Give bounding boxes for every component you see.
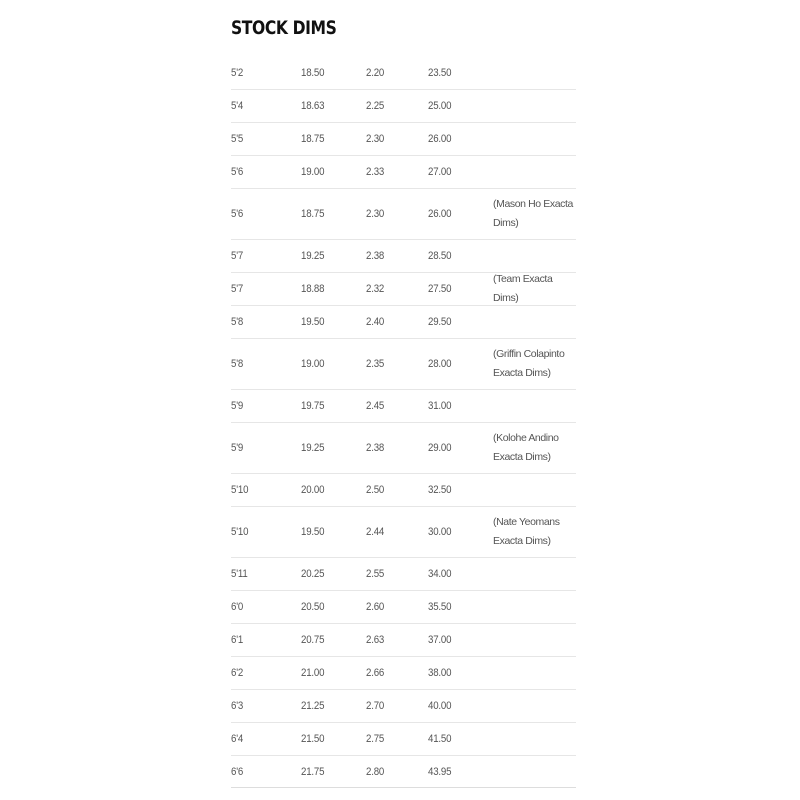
width-cell: 21.75	[301, 765, 325, 778]
volume-cell: 43.95	[428, 765, 452, 778]
volume-cell: 27.00	[428, 166, 452, 178]
table-row	[231, 90, 576, 123]
table-row	[231, 723, 576, 756]
length-cell: 5'11	[231, 568, 248, 580]
table-row	[231, 390, 576, 423]
thickness-cell: 2.60	[366, 601, 385, 613]
volume-cell: 23.50	[428, 67, 452, 79]
width-cell: 19.00	[301, 358, 325, 370]
length-cell: 6'0	[231, 601, 244, 613]
table-row	[231, 657, 576, 690]
thickness-cell: 2.50	[366, 484, 385, 496]
note-cell: (Kolohe Andino Exacta Dims)	[493, 432, 559, 463]
volume-cell: 40.00	[428, 700, 452, 712]
note-cell: (Mason Ho Exacta Dims)	[493, 198, 573, 229]
length-cell: 5'8	[231, 316, 244, 328]
dims-table	[231, 57, 576, 788]
table-row	[231, 624, 576, 657]
table-row	[231, 474, 576, 507]
volume-cell: 29.50	[428, 316, 452, 328]
volume-cell: 30.00	[428, 526, 452, 538]
thickness-cell: 2.80	[366, 765, 385, 778]
thickness-cell: 2.25	[366, 100, 385, 112]
volume-cell: 37.00	[428, 634, 452, 646]
thickness-cell: 2.32	[366, 283, 385, 295]
table-row	[231, 189, 576, 240]
width-cell: 19.75	[301, 400, 325, 412]
volume-cell: 29.00	[428, 442, 452, 454]
volume-cell: 27.50	[428, 283, 452, 295]
table-row	[231, 156, 576, 189]
thickness-cell: 2.45	[366, 400, 385, 412]
volume-cell: 25.00	[428, 100, 452, 112]
table-row	[231, 423, 576, 474]
length-cell: 5'7	[231, 250, 244, 262]
width-cell: 18.63	[301, 100, 325, 112]
length-cell: 5'7	[231, 283, 244, 295]
length-cell: 6'3	[231, 700, 244, 712]
length-cell: 6'2	[231, 667, 244, 679]
note-cell: (Team Exacta Dims)	[493, 273, 553, 304]
thickness-cell: 2.75	[366, 733, 385, 745]
width-cell: 19.50	[301, 316, 325, 328]
volume-cell: 26.00	[428, 133, 452, 145]
width-cell: 20.75	[301, 634, 325, 646]
length-cell: 5'10	[231, 526, 249, 538]
thickness-cell: 2.63	[366, 634, 385, 646]
width-cell: 20.25	[301, 568, 325, 580]
width-cell: 18.50	[301, 67, 325, 79]
volume-cell: 31.00	[428, 400, 452, 412]
thickness-cell: 2.30	[366, 133, 385, 145]
length-cell: 6'4	[231, 733, 244, 745]
length-cell: 6'6	[231, 765, 244, 778]
volume-cell: 28.00	[428, 358, 452, 370]
thickness-cell: 2.55	[366, 568, 385, 580]
width-cell: 19.50	[301, 526, 325, 538]
table-row	[231, 591, 576, 624]
length-cell: 5'6	[231, 208, 244, 220]
table-row	[231, 273, 576, 306]
thickness-cell: 2.66	[366, 667, 385, 679]
width-cell: 18.88	[301, 283, 325, 295]
thickness-cell: 2.20	[366, 67, 385, 79]
table-row	[231, 558, 576, 591]
volume-cell: 41.50	[428, 733, 452, 745]
thickness-cell: 2.33	[366, 166, 385, 178]
width-cell: 18.75	[301, 133, 325, 145]
table-row	[231, 690, 576, 723]
table-row	[231, 756, 576, 788]
length-cell: 5'9	[231, 400, 244, 412]
table-row	[231, 123, 576, 156]
width-cell: 19.25	[301, 250, 325, 262]
width-cell: 18.75	[301, 208, 325, 220]
table-row	[231, 306, 576, 339]
note-cell: (Nate Yeomans Exacta Dims)	[493, 516, 560, 547]
table-row	[231, 507, 576, 558]
width-cell: 19.00	[301, 166, 325, 178]
table-row	[231, 240, 576, 273]
width-cell: 21.50	[301, 733, 325, 745]
length-cell: 6'1	[231, 634, 244, 646]
volume-cell: 32.50	[428, 484, 452, 496]
thickness-cell: 2.70	[366, 700, 385, 712]
length-cell: 5'10	[231, 484, 249, 496]
volume-cell: 38.00	[428, 667, 452, 679]
length-cell: 5'6	[231, 166, 244, 178]
thickness-cell: 2.38	[366, 250, 385, 262]
thickness-cell: 2.40	[366, 316, 385, 328]
thickness-cell: 2.38	[366, 442, 385, 454]
length-cell: 5'9	[231, 442, 244, 454]
table-row	[231, 339, 576, 390]
volume-cell: 26.00	[428, 208, 452, 220]
width-cell: 21.25	[301, 700, 325, 712]
width-cell: 20.00	[301, 484, 325, 496]
stock-dims-section	[231, 14, 576, 788]
volume-cell: 35.50	[428, 601, 452, 613]
length-cell: 5'2	[231, 67, 244, 79]
length-cell: 5'5	[231, 133, 244, 145]
volume-cell: 28.50	[428, 250, 452, 262]
width-cell: 20.50	[301, 601, 325, 613]
table-row	[231, 57, 576, 90]
thickness-cell: 2.30	[366, 208, 385, 220]
width-cell: 21.00	[301, 667, 325, 679]
thickness-cell: 2.35	[366, 358, 385, 370]
page-title: STOCK DIMS	[231, 17, 337, 39]
length-cell: 5'4	[231, 100, 244, 112]
length-cell: 5'8	[231, 358, 244, 370]
note-cell: (Griffin Colapinto Exacta Dims)	[493, 348, 565, 379]
volume-cell: 34.00	[428, 568, 452, 580]
width-cell: 19.25	[301, 442, 325, 454]
thickness-cell: 2.44	[366, 526, 385, 538]
